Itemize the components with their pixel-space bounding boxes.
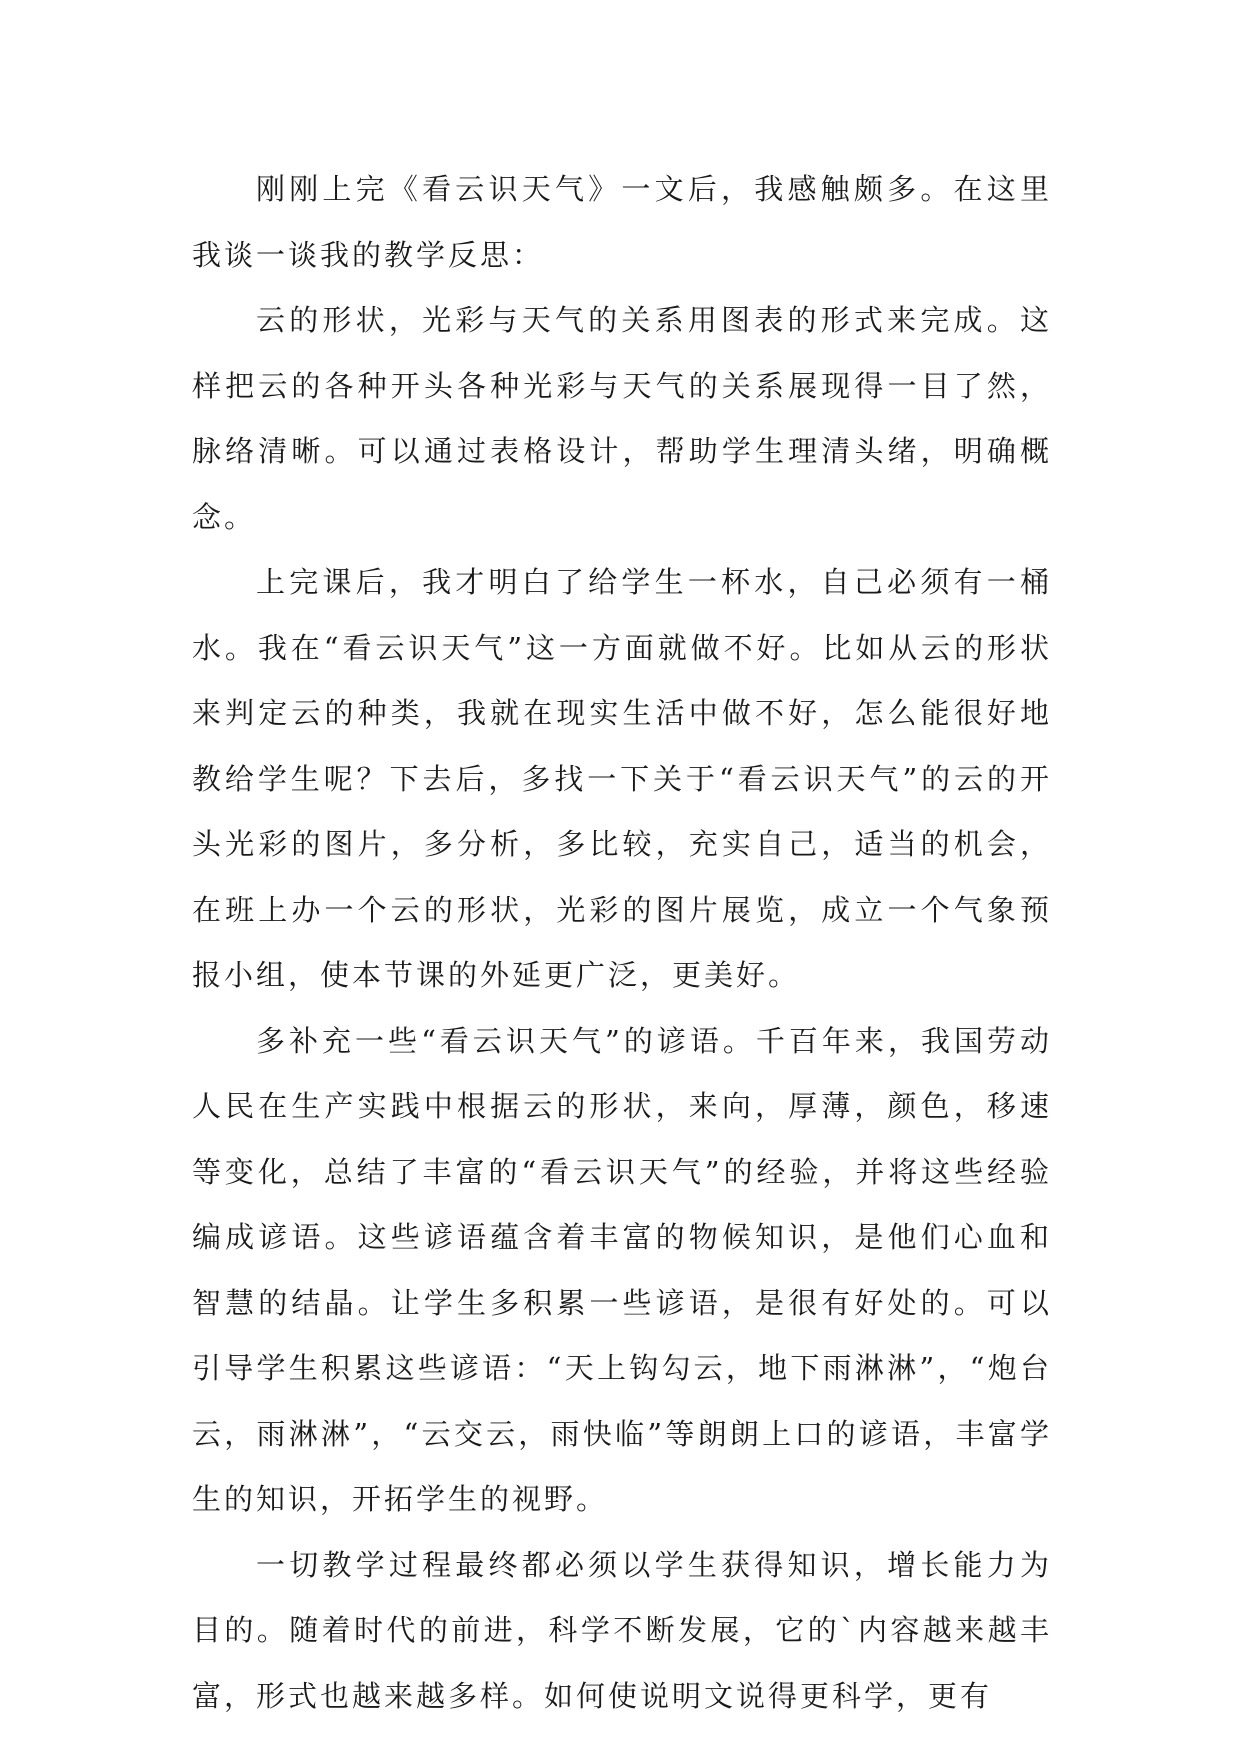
paragraph-proverbs: 多补充一些“看云识天气”的谚语。千百年来，我国劳动人民在生产实践中根据云的形状，来向，厚薄，颜色，移速等变化，总结了丰富的“看云识天气”的经验，并将这些经验编成谚语。这些谚语蕴含着丰富的物候知识，是他们心血和智慧的结晶。让学生多积累一些谚语，是很有好处的。可以引导学生积累这些谚语：“天上钩勾云，地下雨淋淋”，“炮台云，雨淋淋”，“云交云，雨快临”等朗朗上口的谚语，丰富学生的知识，开拓学生的视野。 <box>192 1023 1052 1516</box>
document-body <box>192 157 1052 1729</box>
paragraph-teaching-goal: 一切教学过程最终都必须以学生获得知识，增长能力为目的。随着时代的前进，科学不断发展，它的`内容越来越丰富，形式也越来越多样。如何使说明文说得更科学，更有 <box>192 1547 1052 1713</box>
paragraph-intro: 刚刚上完《看云识天气》一文后，我感触颇多。在这里我谈一谈我的教学反思： <box>192 172 1052 272</box>
paragraph-cloud-chart: 云的形状，光彩与天气的关系用图表的形式来完成。这样把云的各种开头各种光彩与天气的关系展现得一目了然，脉络清晰。可以通过表格设计，帮助学生理清头绪，明确概念。 <box>192 303 1052 534</box>
paragraph-teacher-reflection: 上完课后，我才明白了给学生一杯水，自己必须有一桶水。我在“看云识天气”这一方面就做不好。比如从云的形状来判定云的种类，我就在现实生活中做不好，怎么能很好地教给学生呢？下去后，多找一下关于“看云识天气”的云的开头光彩的图片，多分析，多比较，充实自己，适当的机会，在班上办一个云的形状，光彩的图片展览，成立一个气象预报小组，使本节课的外延更广泛，更美好。 <box>192 565 1052 992</box>
